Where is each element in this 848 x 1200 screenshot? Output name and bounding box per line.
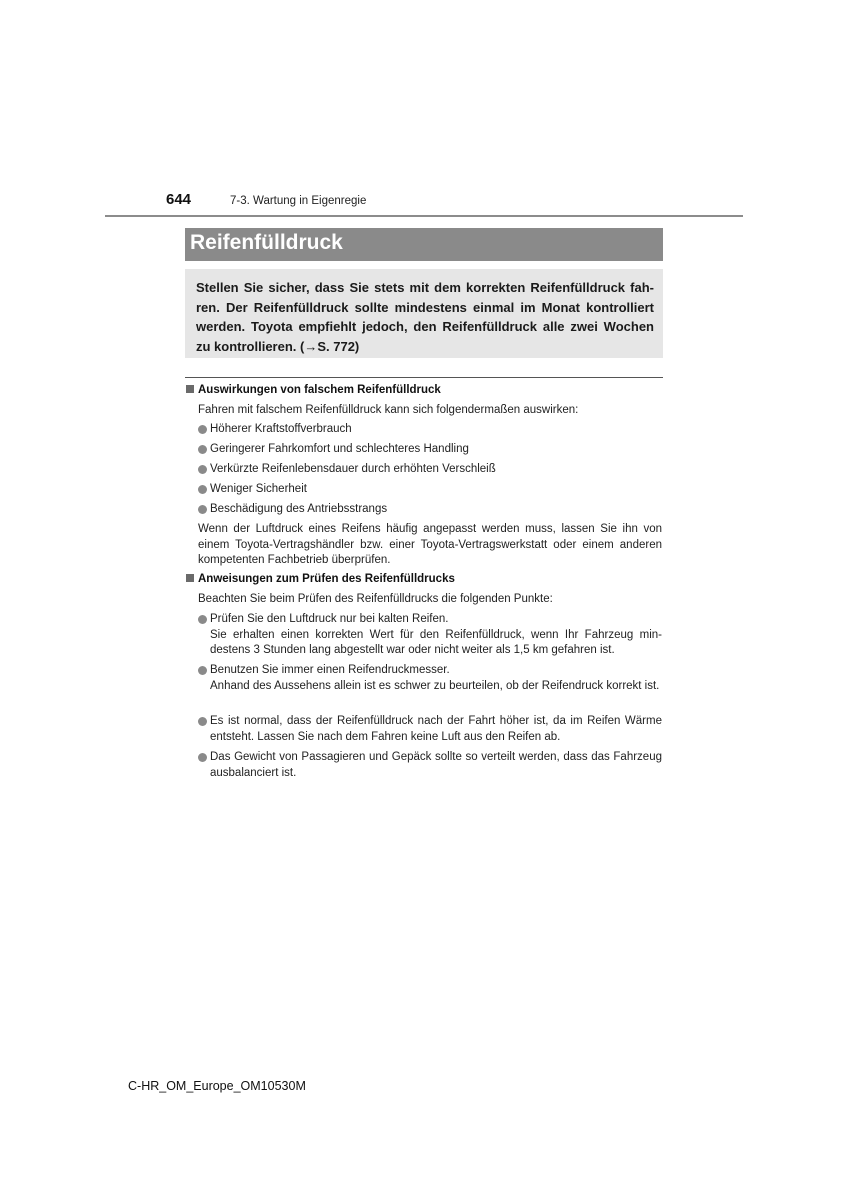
- list-item-detail: Sie erhalten einen korrekten Wert für den Reifenfülldruck, wenn Ihr Fahrzeug mindestens 3 Stunden lang abgestellt war oder nicht weiter als 1,5 km gefahren ist.: [210, 628, 662, 657]
- list-item: [198, 663, 662, 694]
- circle-bullet-icon: [198, 717, 207, 726]
- circle-bullet-icon: [198, 425, 207, 434]
- circle-bullet-icon: [198, 485, 207, 494]
- list-item: [198, 442, 662, 458]
- list-item: [198, 482, 662, 498]
- section-heading-text: Anweisungen zum Prüfen des Reifenfülldrucks: [198, 573, 455, 585]
- section-heading-effects: [186, 384, 441, 396]
- section-lead: Fahren mit falschem Reifenfülldruck kann sich folgendermaßen auswirken:: [198, 404, 579, 416]
- footer-code: C-HR_OM_Europe_OM10530M: [128, 1079, 306, 1093]
- list-item-text: Weniger Sicherheit: [210, 483, 307, 495]
- list-item-text: Verkürzte Reifenlebensdauer durch erhöhten Verschleiß: [210, 463, 496, 475]
- list-item-text: Prüfen Sie den Luftdruck nur bei kalten Reifen.: [210, 613, 449, 625]
- list-item: [198, 462, 662, 478]
- section-heading-text: Auswirkungen von falschem Reifenfülldruck: [198, 384, 441, 396]
- title-bar: [185, 228, 663, 261]
- list-item: [198, 612, 662, 659]
- circle-bullet-icon: [198, 753, 207, 762]
- page-number: 644: [166, 191, 192, 208]
- list-item-text: Das Gewicht von Passagieren und Gepäck sollte so verteilt werden, dass das Fahrzeug ausbalanciert ist.: [210, 751, 662, 779]
- list-item-detail: Anhand des Aussehens allein ist es schwer zu beurteilen, ob der Reifendruck korrekt ist.: [210, 679, 660, 692]
- section-lead: Beachten Sie beim Prüfen des Reifenfülldrucks die folgenden Punkte:: [198, 593, 553, 605]
- section-note: Wenn der Luftdruck eines Reifens häufig angepasst werden muss, lassen Sie ihn von einem Toyota-Vertragshändler bzw. einer Toyota-Vertragswerkstatt oder einem anderen kompetenten Fachbetrieb überprüfen.: [198, 523, 662, 567]
- circle-bullet-icon: [198, 666, 207, 675]
- circle-bullet-icon: [198, 505, 207, 514]
- header-rule: [105, 215, 743, 217]
- list-item: [198, 422, 662, 438]
- list-item: [198, 714, 662, 745]
- square-bullet-icon: [186, 385, 194, 393]
- list-item-text: Beschädigung des Antriebsstrangs: [210, 503, 388, 515]
- square-bullet-icon: [186, 574, 194, 582]
- running-head: 7-3. Wartung in Eigenregie: [230, 195, 367, 207]
- list-item: [198, 502, 662, 518]
- list-item: [198, 750, 662, 781]
- intro-text: Stellen Sie sicher, dass Sie stets mit dem korrekten Reifenfülldruck fahren. Der Reifenfülldruck sollte mindestens einmal im Monat kontrolliert werden. Toyota empfiehlt jedoch, den Reifenfülldruck alle zwei Wochen zu kontrollieren. (→S. 772): [196, 280, 654, 354]
- circle-bullet-icon: [198, 615, 207, 624]
- section-rule: [185, 377, 663, 378]
- list-item-text: Benutzen Sie immer einen Reifendruckmesser.: [210, 664, 450, 676]
- list-item-text: Es ist normal, dass der Reifenfülldruck nach der Fahrt höher ist, da im Reifen Wärme entsteht. Lassen Sie nach dem Fahren keine Luft aus den Reifen ab.: [210, 715, 662, 743]
- circle-bullet-icon: [198, 445, 207, 454]
- section-heading-instructions: [186, 573, 455, 585]
- intro-box: [185, 269, 663, 358]
- circle-bullet-icon: [198, 465, 207, 474]
- page-title: Reifenfülldruck: [190, 231, 343, 254]
- list-item-text: Geringerer Fahrkomfort und schlechteres Handling: [210, 443, 469, 455]
- list-item-text: Höherer Kraftstoffverbrauch: [210, 423, 352, 435]
